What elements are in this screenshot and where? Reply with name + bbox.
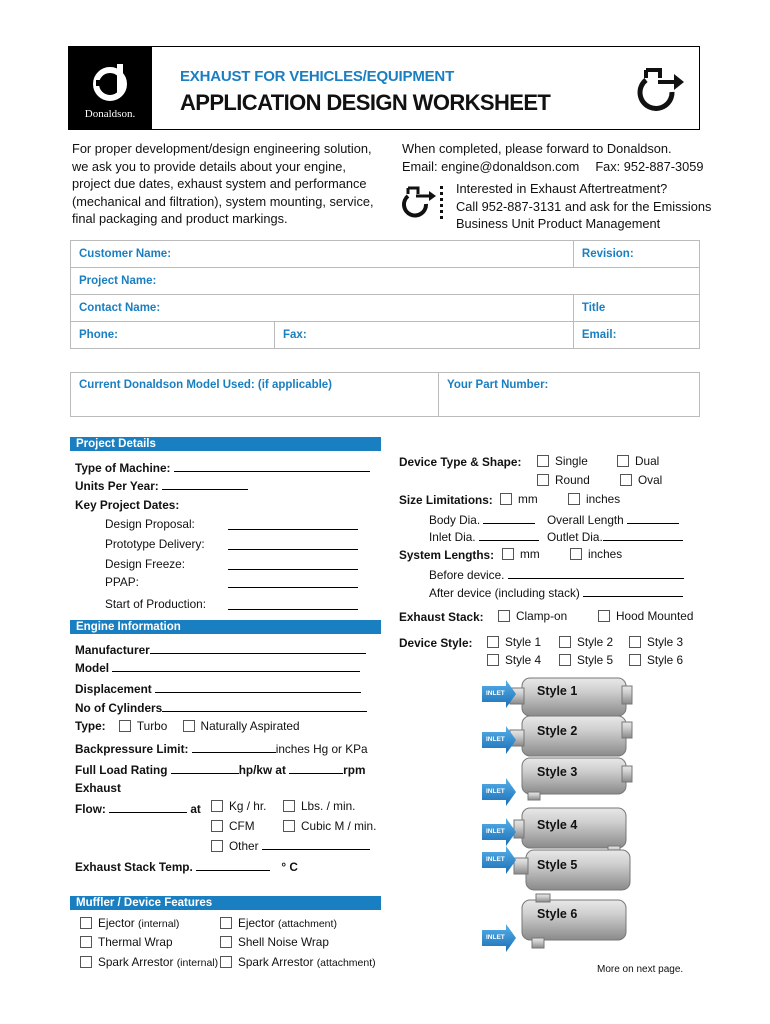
overall-length-row [547, 511, 679, 527]
engine-type-row [75, 719, 300, 733]
after-device-input[interactable] [583, 584, 683, 597]
flow-label: Flow: [75, 802, 106, 816]
prototype-delivery-label: Prototype Delivery: [105, 537, 205, 551]
style6-checkbox[interactable] [629, 654, 641, 666]
ejector-label: Ejector [98, 916, 135, 930]
lbs-min-option [283, 799, 355, 813]
spark-label: Spark Arrestor [98, 955, 174, 969]
header-frame [152, 46, 700, 130]
cfm-label: CFM [229, 819, 255, 833]
ppap-label: PPAP: [105, 575, 139, 589]
stack-temp-label: Exhaust Stack Temp. [75, 860, 193, 874]
body-dia-input[interactable] [483, 511, 535, 524]
style1-checkbox[interactable] [487, 636, 499, 648]
inlet-label: INLET [486, 828, 505, 835]
backpressure-label: Backpressure Limit: [75, 742, 189, 756]
intro-line: (mechanical and filtration), system mounting, service, [72, 193, 374, 209]
round-option [537, 473, 590, 487]
current-model-field[interactable]: Current Donaldson Model Used: (if applicable) [71, 373, 439, 417]
diagram-style-5-label: Style 5 [537, 858, 578, 872]
outlet-dia-row [547, 528, 683, 544]
kg-hr-label: Kg / hr. [229, 799, 267, 813]
device-type-label: Device Type & Shape: [399, 455, 522, 469]
aftertreatment-line: Call 952-887-3131 and ask for the Emissions [456, 198, 712, 214]
design-proposal-label: Design Proposal: [105, 517, 195, 531]
displacement-label: Displacement [75, 682, 152, 696]
contact-info [402, 140, 703, 175]
shell-noise-checkbox[interactable] [220, 936, 232, 948]
intro-line: project due dates, exhaust system and performance [72, 176, 367, 191]
style4-option [487, 653, 541, 667]
stack-temp-row [75, 858, 298, 874]
start-of-production-label: Start of Production: [105, 597, 206, 611]
contact-email[interactable]: Email: engine@donaldson.com [402, 158, 580, 174]
overall-length-input[interactable] [627, 511, 679, 524]
ejector-attachment-checkbox[interactable] [220, 917, 232, 929]
style1-option [487, 635, 541, 649]
flow-row [75, 800, 201, 816]
exhaust-stack-label: Exhaust Stack: [399, 610, 484, 624]
style4-label: Style 4 [505, 653, 542, 667]
style6-option [629, 653, 683, 667]
spark-internal-note: (internal) [176, 957, 219, 969]
ppap-input[interactable] [228, 575, 358, 588]
flow-at-label: at [190, 802, 201, 816]
design-proposal-input[interactable] [228, 517, 358, 530]
cubic-option [283, 819, 376, 833]
brand-name: Donaldson. [84, 108, 136, 120]
type-of-machine-row [75, 459, 370, 475]
aftertreatment-info [456, 180, 711, 233]
aftertreatment-line: Interested in Exhaust Aftertreatment? [456, 181, 668, 196]
exhaust-flow-icon [632, 62, 688, 118]
aftertreatment-line: Business Unit Product Management [456, 216, 661, 231]
hood-mounted-checkbox[interactable] [598, 610, 610, 622]
intro-text [72, 140, 392, 228]
start-of-production-input[interactable] [228, 597, 358, 610]
full-load-input[interactable] [171, 761, 239, 774]
size-inches-label: inches [586, 492, 621, 506]
aftertreatment-icon [402, 182, 452, 224]
diagram-style-6-label: Style 6 [537, 907, 578, 921]
ejector-internal-checkbox[interactable] [80, 917, 92, 929]
inlet-label: INLET [486, 736, 505, 743]
contact-name-field[interactable]: Contact Name: [71, 295, 574, 322]
clamp-on-checkbox[interactable] [498, 610, 510, 622]
lbs-min-label: Lbs. / min. [301, 799, 356, 813]
ejector-attachment-option [220, 916, 337, 930]
style2-label: Style 2 [577, 635, 614, 649]
manufacturer-row [75, 641, 366, 657]
inlet-dia-input[interactable] [479, 528, 539, 541]
spark-attachment-option [220, 955, 376, 969]
inlet-label: INLET [486, 690, 505, 697]
before-device-input[interactable] [508, 566, 684, 579]
engine-type-label: Type: [75, 719, 106, 733]
full-load-row [75, 761, 365, 777]
rpm-label: rpm [343, 763, 366, 777]
displacement-row [75, 680, 361, 696]
model-label: Model [75, 661, 110, 675]
footer-note: More on next page. [597, 964, 684, 975]
diagram-style-4-label: Style 4 [537, 818, 578, 832]
email-field[interactable]: Email: [573, 322, 699, 349]
manufacturer-input[interactable] [150, 641, 366, 654]
revision-field[interactable]: Revision: [573, 241, 699, 268]
cylinders-row [75, 699, 367, 715]
inlet-dia-label: Inlet Dia. [429, 530, 476, 544]
model-form [70, 372, 700, 417]
other-input[interactable] [262, 837, 370, 850]
attachment-note: (attachment) [278, 918, 337, 930]
inlet-label: INLET [486, 788, 505, 795]
units-per-year-label: Units Per Year: [75, 479, 159, 493]
spark-attachment-checkbox[interactable] [220, 956, 232, 968]
single-checkbox[interactable] [537, 455, 549, 467]
cubic-checkbox[interactable] [283, 820, 295, 832]
sys-mm-label: mm [520, 547, 540, 561]
sys-inches-label: inches [588, 547, 623, 561]
phone-field[interactable]: Phone: [71, 322, 275, 349]
internal-note: (internal) [138, 918, 180, 930]
style3-option [629, 635, 683, 649]
clamp-on-option [498, 609, 567, 623]
spark-internal-checkbox[interactable] [80, 956, 92, 968]
after-device-row [429, 584, 683, 600]
displacement-input[interactable] [155, 680, 361, 693]
shell-noise-label: Shell Noise Wrap [238, 935, 329, 949]
fax-field[interactable]: Fax: [275, 322, 574, 349]
backpressure-row [75, 740, 368, 756]
project-details-heading: Project Details [70, 437, 381, 451]
contact-fax: Fax: 952-887-3059 [595, 158, 704, 174]
before-device-row [429, 566, 684, 582]
oval-label: Oval [638, 473, 663, 487]
thermal-wrap-checkbox[interactable] [80, 936, 92, 948]
model-input[interactable] [112, 659, 360, 672]
other-checkbox[interactable] [211, 840, 223, 852]
naturally-aspirated-checkbox[interactable] [183, 720, 195, 732]
other-label: Other [229, 839, 259, 853]
naturally-aspirated-label: Naturally Aspirated [200, 719, 300, 733]
hp-kw-label: hp/kw at [238, 763, 286, 777]
device-style-label: Device Style: [399, 636, 473, 650]
clamp-on-label: Clamp-on [516, 609, 568, 623]
exhaust-label: Exhaust [75, 781, 121, 795]
thermal-wrap-option [80, 935, 173, 949]
single-option [537, 454, 588, 468]
engine-info-heading: Engine Information [70, 620, 381, 634]
intro-line: we ask you to provide details about your engine, [72, 158, 346, 174]
model-row [75, 659, 360, 675]
size-mm-option [500, 492, 538, 506]
project-name-field[interactable]: Project Name: [71, 268, 700, 295]
manufacturer-label: Manufacturer [75, 643, 150, 657]
page-title: APPLICATION DESIGN WORKSHEET [180, 90, 551, 115]
part-number-field[interactable]: Your Part Number: [439, 373, 700, 417]
inlet-label: INLET [486, 856, 505, 863]
outlet-dia-label: Outlet Dia. [547, 530, 603, 544]
round-label: Round [555, 473, 590, 487]
rpm-input[interactable] [289, 761, 343, 774]
style1-label: Style 1 [505, 635, 542, 649]
customer-name-field[interactable]: Customer Name: [71, 241, 574, 268]
spark-internal-option [80, 955, 218, 969]
style5-checkbox[interactable] [559, 654, 571, 666]
cfm-checkbox[interactable] [211, 820, 223, 832]
customer-form [70, 240, 700, 349]
full-load-label: Full Load Rating [75, 763, 168, 777]
kg-hr-checkbox[interactable] [211, 800, 223, 812]
cfm-option [211, 819, 255, 833]
intro-line: For proper development/design engineering solution, [72, 141, 372, 156]
sys-mm-checkbox[interactable] [502, 548, 514, 560]
cylinders-input[interactable] [162, 699, 367, 712]
units-per-year-input[interactable] [162, 477, 248, 490]
round-checkbox[interactable] [537, 474, 549, 486]
muffler-style-6 [522, 894, 626, 948]
kg-hr-option [211, 799, 266, 813]
cubic-label: Cubic M / min. [301, 819, 377, 833]
deg-c-label: ° C [281, 860, 298, 874]
size-limits-label: Size Limitations: [399, 493, 493, 507]
after-device-label: After device (including stack) [429, 586, 580, 600]
spark-attachment-note: (attachment) [316, 957, 376, 969]
lbs-min-checkbox[interactable] [283, 800, 295, 812]
oval-checkbox[interactable] [620, 474, 632, 486]
backpressure-unit: inches Hg or KPa [275, 742, 368, 756]
intro-line: final packaging and product markings. [72, 211, 288, 226]
ejector-attachment-label: Ejector [238, 916, 275, 930]
style2-option [559, 635, 613, 649]
size-mm-checkbox[interactable] [500, 493, 512, 505]
body-dia-label: Body Dia. [429, 513, 481, 527]
stack-temp-input[interactable] [196, 858, 270, 871]
thermal-wrap-label: Thermal Wrap [98, 935, 173, 949]
overall-length-label: Overall Length [547, 513, 624, 527]
outlet-dia-input[interactable] [603, 528, 683, 541]
size-inches-checkbox[interactable] [568, 493, 580, 505]
dual-checkbox[interactable] [617, 455, 629, 467]
hood-mounted-label: Hood Mounted [616, 609, 694, 623]
style4-checkbox[interactable] [487, 654, 499, 666]
design-freeze-label: Design Freeze: [105, 557, 185, 571]
units-per-year-row [75, 477, 248, 493]
body-dia-row [429, 511, 535, 527]
other-option [211, 837, 370, 853]
style6-label: Style 6 [647, 653, 684, 667]
turbo-checkbox[interactable] [119, 720, 131, 732]
hood-mounted-option [598, 609, 693, 623]
diagram-style-2-label: Style 2 [537, 724, 578, 738]
spark-attachment-label: Spark Arrestor [238, 955, 314, 969]
type-of-machine-input[interactable] [174, 459, 370, 472]
key-dates-label: Key Project Dates: [75, 498, 180, 512]
style3-label: Style 3 [647, 635, 684, 649]
inlet-dia-row [429, 528, 539, 544]
sys-mm-option [502, 547, 540, 561]
design-freeze-input[interactable] [228, 557, 358, 570]
turbo-label: Turbo [136, 719, 168, 733]
diagram-style-3-label: Style 3 [537, 765, 578, 779]
style2-checkbox[interactable] [559, 636, 571, 648]
oval-option [620, 473, 662, 487]
size-mm-label: mm [518, 492, 538, 506]
inlet-label: INLET [486, 934, 505, 941]
dual-label: Dual [635, 454, 660, 468]
style5-option [559, 653, 613, 667]
flow-input[interactable] [109, 800, 187, 813]
type-of-machine-label: Type of Machine: [75, 461, 171, 475]
shell-noise-option [220, 935, 329, 949]
system-lengths-label: System Lengths: [399, 548, 495, 562]
before-device-label: Before device. [429, 568, 505, 582]
title-field[interactable]: Title [573, 295, 699, 322]
ejector-internal-option [80, 916, 179, 930]
backpressure-input[interactable] [192, 740, 276, 753]
sys-inches-option [570, 547, 622, 561]
single-label: Single [555, 454, 588, 468]
cylinders-label: No of Cylinders [75, 701, 163, 715]
prototype-delivery-input[interactable] [228, 537, 358, 550]
dual-option [617, 454, 659, 468]
muffler-heading: Muffler / Device Features [70, 896, 381, 910]
style3-checkbox[interactable] [629, 636, 641, 648]
style5-label: Style 5 [577, 653, 614, 667]
size-inches-option [568, 492, 620, 506]
page-subtitle: EXHAUST FOR VEHICLES/EQUIPMENT [180, 68, 455, 85]
sys-inches-checkbox[interactable] [570, 548, 582, 560]
contact-line: When completed, please forward to Donaldson. [402, 141, 672, 156]
diagram-style-1-label: Style 1 [537, 684, 578, 698]
